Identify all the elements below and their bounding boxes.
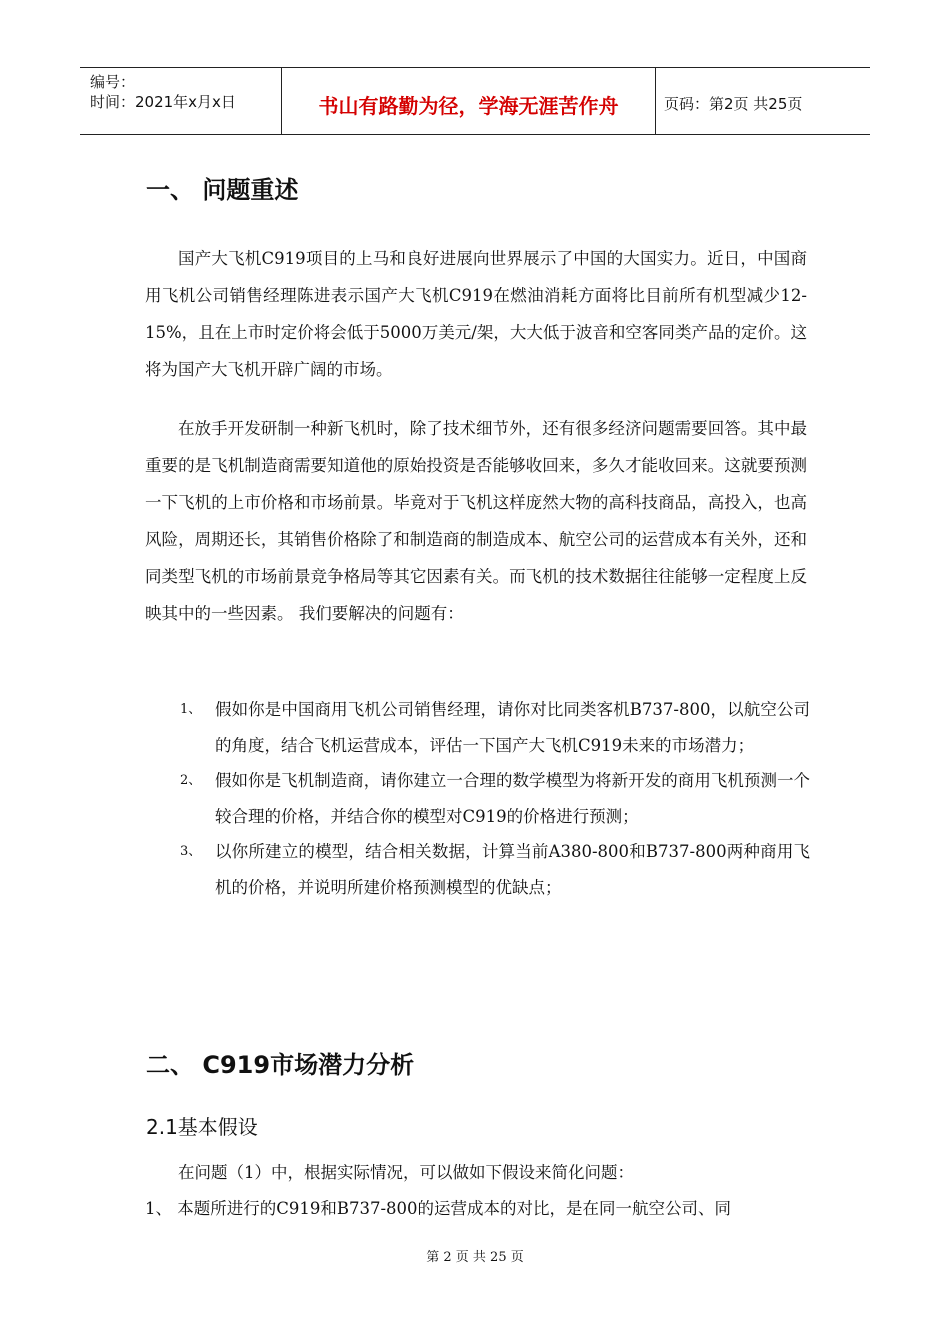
section2-subtitle: 2.1基本假设: [146, 1115, 258, 1139]
section2-item-1: 1、 本题所进行的C919和B737-800的运营成本的对比，是在同一航空公司、同: [145, 1199, 732, 1218]
question-text: 假如你是中国商用飞机公司销售经理，请你对比同类客机B737-800，以航空公司的角度，结合飞机运营成本，评估一下国产大飞机C919未来的市场潜力；: [215, 700, 810, 755]
section2-title: 二、 C919市场潜力分析: [146, 1051, 415, 1079]
header-code-label: 编号：: [90, 73, 136, 91]
page-header: [80, 67, 870, 135]
question-text: 假如你是飞机制造商，请你建立一合理的数学模型为将新开发的商用飞机预测一个较合理的价格，并结合你的模型对C919的价格进行预测；: [215, 771, 810, 826]
question-number: 1、: [180, 702, 202, 717]
header-motto: 书山有路勤为径，学海无涯苦作舟: [282, 68, 656, 134]
question-number: 2、: [180, 773, 202, 788]
question-list: [180, 692, 810, 905]
question-text: 以你所建立的模型，结合相关数据，计算当前A380-800和B737-800两种商用飞机的价格，并说明所建价格预测模型的优缺点；: [215, 842, 810, 897]
question-number: 3、: [180, 844, 202, 859]
question-item: [180, 834, 810, 905]
header-page-info: 页码：第2页 共25页: [664, 94, 803, 113]
section1-title: 一、 问题重述: [146, 176, 299, 204]
section2-intro: 在问题（1）中，根据实际情况，可以做如下假设来简化问题：: [178, 1163, 634, 1182]
section1-paragraph-1: 国产大飞机C919项目的上马和良好进展向世界展示了中国的大国实力。近日，中国商用飞机公司销售经理陈进表示国产大飞机C919在燃油消耗方面将比目前所有机型减少12-15%，且在上市时定价将会低于5000万美元/架，大大低于波音和空客同类产品的定价。这将为国产大飞机开辟广阔的市场。: [145, 249, 807, 379]
header-meta: [80, 68, 282, 134]
section1-paragraph-2: 在放手开发研制一种新飞机时，除了技术细节外，还有很多经济问题需要回答。其中最重要的是飞机制造商需要知道他的原始投资是否能够收回来，多久才能收回来。这就要预测一下飞机的上市价格和市场前景。毕竟对于飞机这样庞然大物的高科技商品，高投入，也高风险，周期还长，其销售价格除了和制造商的制造成本、航空公司的运营成本有关外，还和同类型飞机的市场前景竞争格局等其它因素有关。而飞机的技术数据往往能够一定程度上反映其中的一些因素。 我们要解决的问题有：: [145, 419, 807, 623]
page-footer: 第 2 页 共 25 页: [426, 1250, 524, 1265]
header-date-label: 时间：2021年x月x日: [90, 93, 236, 111]
question-item: [180, 692, 810, 763]
question-item: [180, 763, 810, 834]
